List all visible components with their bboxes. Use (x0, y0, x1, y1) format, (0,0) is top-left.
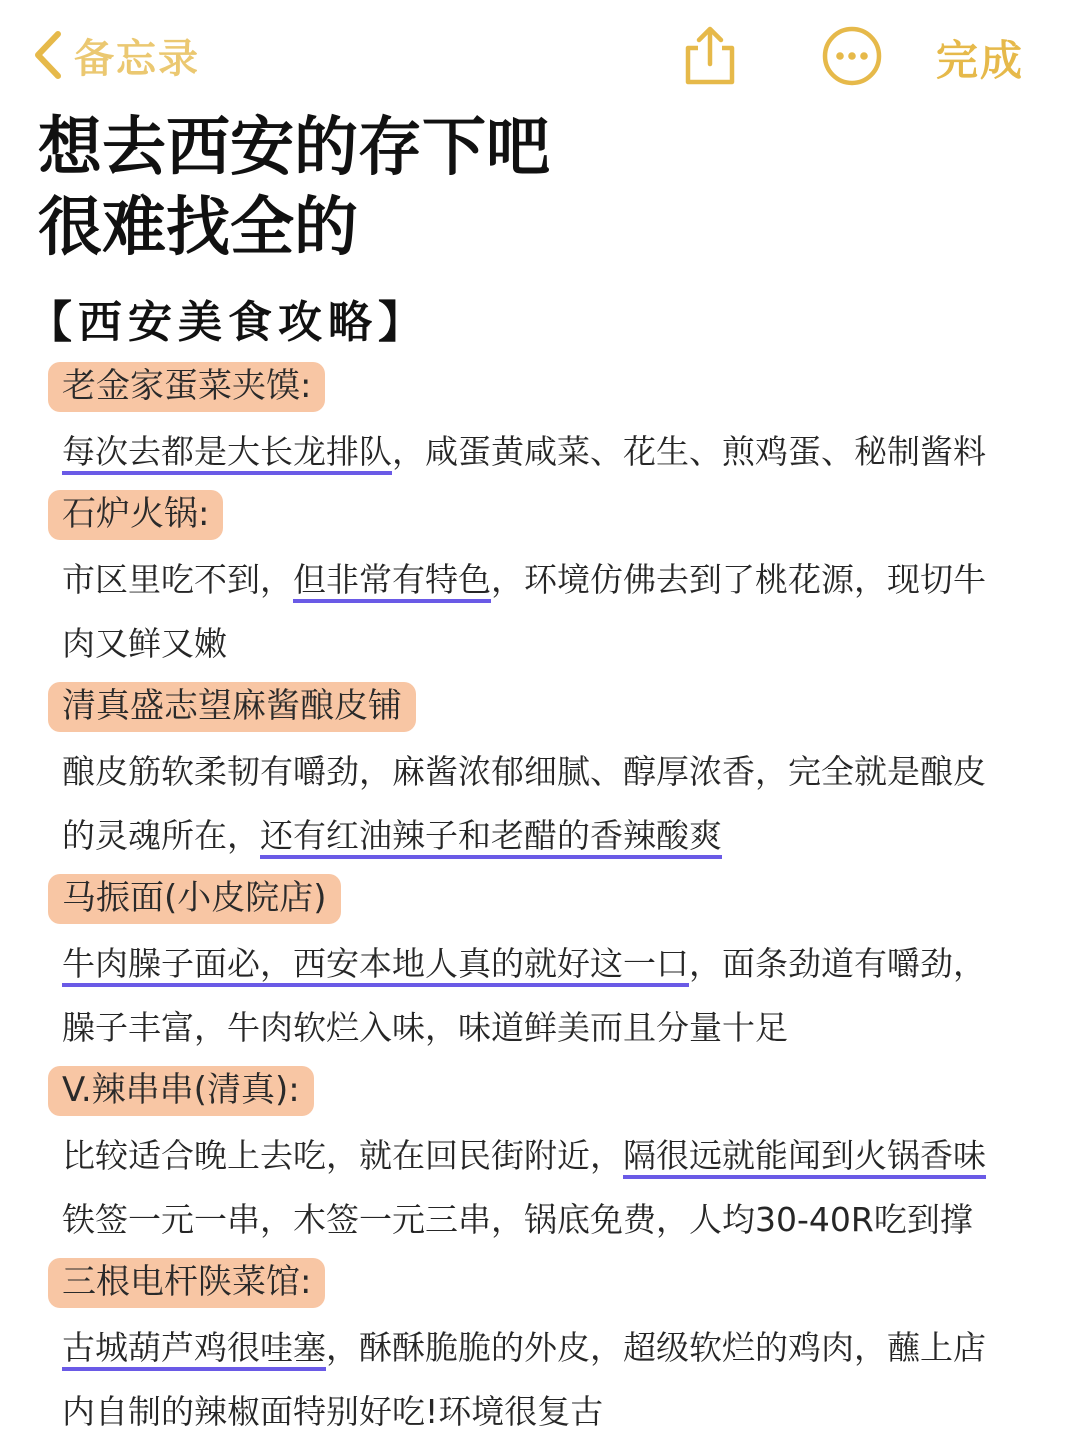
text-segment: ，咸蛋黄咸菜、花生、煎鸡蛋、秘制酱料 (392, 432, 986, 471)
entry-text-line (62, 1328, 986, 1368)
back-label: 备忘录 (74, 35, 200, 82)
entry-text-line (62, 816, 722, 856)
text-segment: 的灵魂所在， (62, 816, 260, 855)
back-button[interactable] (30, 22, 200, 88)
share-icon (680, 24, 740, 88)
text-segment: ，环境仿佛去到了桃花源，现切牛 (491, 560, 986, 599)
underlined-highlight: 每次去都是大长龙排队 (62, 432, 392, 471)
chevron-left-icon (30, 30, 64, 80)
note-title (38, 108, 1038, 268)
underlined-highlight: 还有红油辣子和老醋的香辣酸爽 (260, 816, 722, 855)
entry-heading: 老金家蛋菜夹馍: (48, 362, 325, 412)
entry-heading: V.辣串串(清真): (48, 1066, 314, 1116)
section-title: 【西安美食攻略】 (28, 297, 428, 348)
navigation-bar (0, 0, 1080, 112)
more-icon (820, 24, 884, 88)
entry-heading: 马振面(小皮院店) (48, 874, 341, 924)
text-segment: ，面条劲道有嚼劲， (689, 944, 986, 983)
underlined-highlight: 但非常有特色 (293, 560, 491, 599)
entry-heading: 清真盛志望麻酱酿皮铺 (48, 682, 416, 732)
share-button[interactable] (680, 24, 740, 92)
entry-text-line: 臊子丰富，牛肉软烂入味，味道鲜美而且分量十足 (62, 1008, 788, 1047)
title-line-2: 很难找全的 (38, 191, 358, 265)
entry-text-line (62, 432, 986, 472)
title-line-1: 想去西安的存下吧 (38, 111, 550, 185)
underlined-highlight: 古城葫芦鸡很哇塞 (62, 1328, 326, 1367)
done-button[interactable]: 完成 (936, 36, 1025, 85)
underlined-highlight: 牛肉臊子面必，西安本地人真的就好这一口 (62, 944, 689, 983)
entry-text-line (62, 560, 986, 600)
entry-text-line: 内自制的辣椒面特别好吃!环境很复古 (62, 1392, 604, 1431)
entry-text-line (62, 944, 986, 984)
text-segment: ，酥酥脆脆的外皮，超级软烂的鸡肉，蘸上店 (326, 1328, 986, 1367)
entry-text-line (62, 1136, 986, 1176)
underlined-highlight: 隔很远就能闻到火锅香味 (623, 1136, 986, 1175)
entry-heading: 石炉火锅: (48, 490, 223, 540)
text-segment: 市区里吃不到， (62, 560, 293, 599)
more-button[interactable] (820, 24, 884, 92)
text-segment: 比较适合晚上去吃，就在回民街附近， (62, 1136, 623, 1175)
entry-text-line: 铁签一元一串，木签一元三串，锅底免费，人均30-40R吃到撑 (62, 1200, 973, 1239)
entry-heading: 三根电杆陕菜馆: (48, 1258, 325, 1308)
entry-text-line: 酿皮筋软柔韧有嚼劲，麻酱浓郁细腻、醇厚浓香，完全就是酿皮 (62, 752, 986, 791)
entry-text-line: 肉又鲜又嫩 (62, 624, 227, 663)
